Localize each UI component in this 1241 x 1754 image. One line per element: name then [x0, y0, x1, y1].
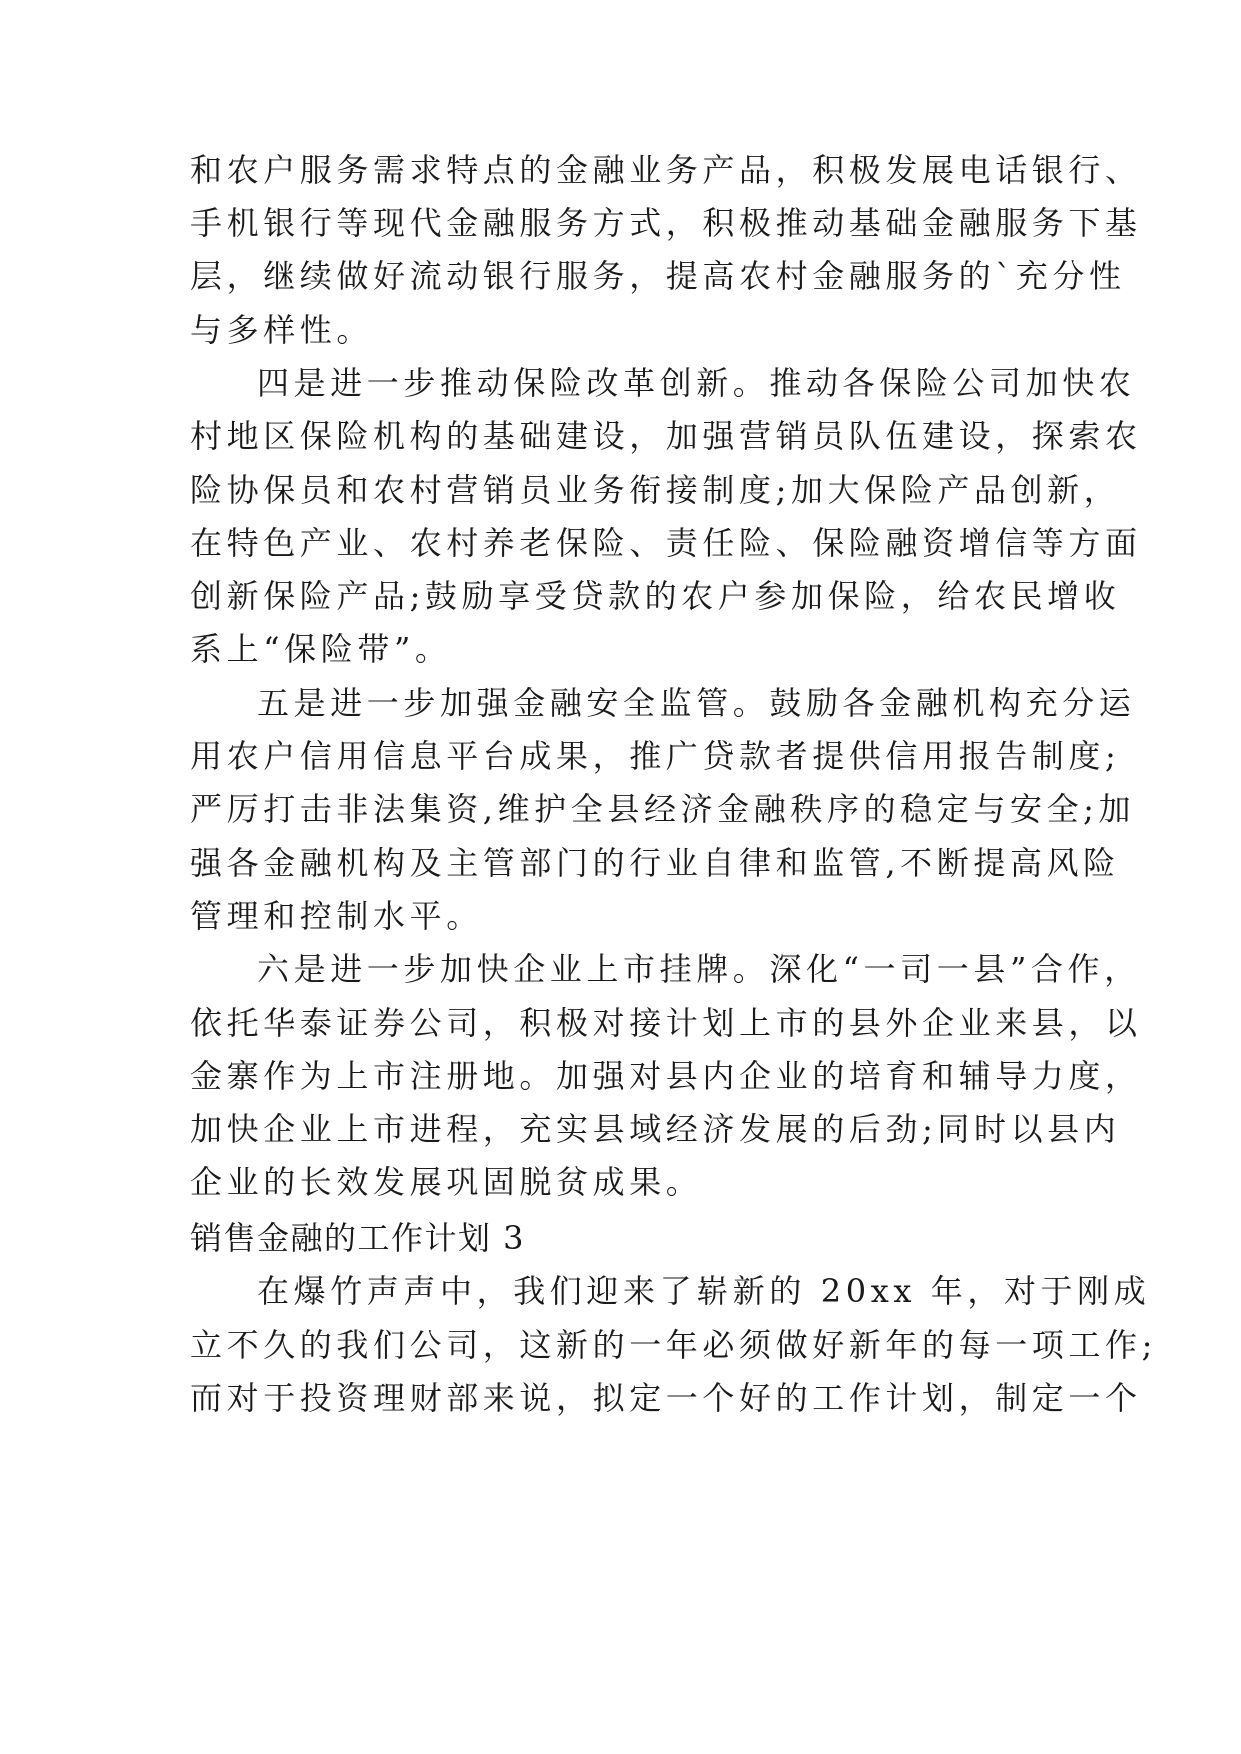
text-line: 村地区保险机构的基础建设，加强营销员队伍建设，探索农 — [190, 417, 1142, 455]
paragraph-start-line: 在爆竹声声中，我们迎来了崭新的 20xx 年，对于刚成 — [257, 1272, 1151, 1310]
text-line: 企业的长效发展巩固脱贫成果。 — [190, 1163, 703, 1201]
text-line: 严厉打击非法集资,维护全县经济金融秩序的稳定与安全;加 — [190, 790, 1136, 828]
text-line: 依托华泰证券公司，积极对接计划上市的县外企业来县，以 — [190, 1004, 1142, 1042]
text-line: 金寨作为上市注册地。加强对县内企业的培育和辅导力度， — [190, 1057, 1142, 1095]
text-line: 强各金融机构及主管部门的行业自律和监管,不断提高风险 — [190, 844, 1120, 882]
paragraph-start-line: 四是进一步推动保险改革创新。推动各保险公司加快农 — [257, 364, 1136, 402]
text-line: 管理和控制水平。 — [190, 897, 483, 935]
text-line: 系上“保险带”。 — [190, 630, 452, 668]
text-line: 而对于投资理财部来说，拟定一个好的工作计划，制定一个 — [190, 1379, 1142, 1417]
section-heading: 销售金融的工作计划 3 — [190, 1219, 526, 1257]
text-line: 和农户服务需求特点的金融业务产品，积极发展电话银行、 — [190, 151, 1142, 189]
text-line: 手机银行等现代金融服务方式，积极推动基础金融服务下基 — [190, 204, 1142, 242]
text-line: 与多样性。 — [190, 311, 374, 349]
text-line: 创新保险产品;鼓励享受贷款的农户参加保险，给农民增收 — [190, 577, 1121, 615]
text-line: 层，继续做好流动银行服务，提高农村金融服务的`充分性 — [190, 257, 1126, 295]
text-line: 在特色产业、农村养老保险、责任险、保险融资增信等方面 — [190, 524, 1142, 562]
text-line: 险协保员和农村营销员业务衔接制度;加大保险产品创新， — [190, 471, 1121, 509]
text-line: 用农户信用信息平台成果，推广贷款者提供信用报告制度; — [190, 737, 1121, 775]
text-line: 立不久的我们公司，这新的一年必须做好新年的每一项工作; — [190, 1326, 1157, 1364]
paragraph-start-line: 六是进一步加快企业上市挂牌。深化“一司一县”合作， — [257, 950, 1141, 988]
text-line: 加快企业上市进程，充实县域经济发展的后劲;同时以县内 — [190, 1110, 1121, 1148]
paragraph-start-line: 五是进一步加强金融安全监管。鼓励各金融机构充分运 — [257, 684, 1136, 722]
